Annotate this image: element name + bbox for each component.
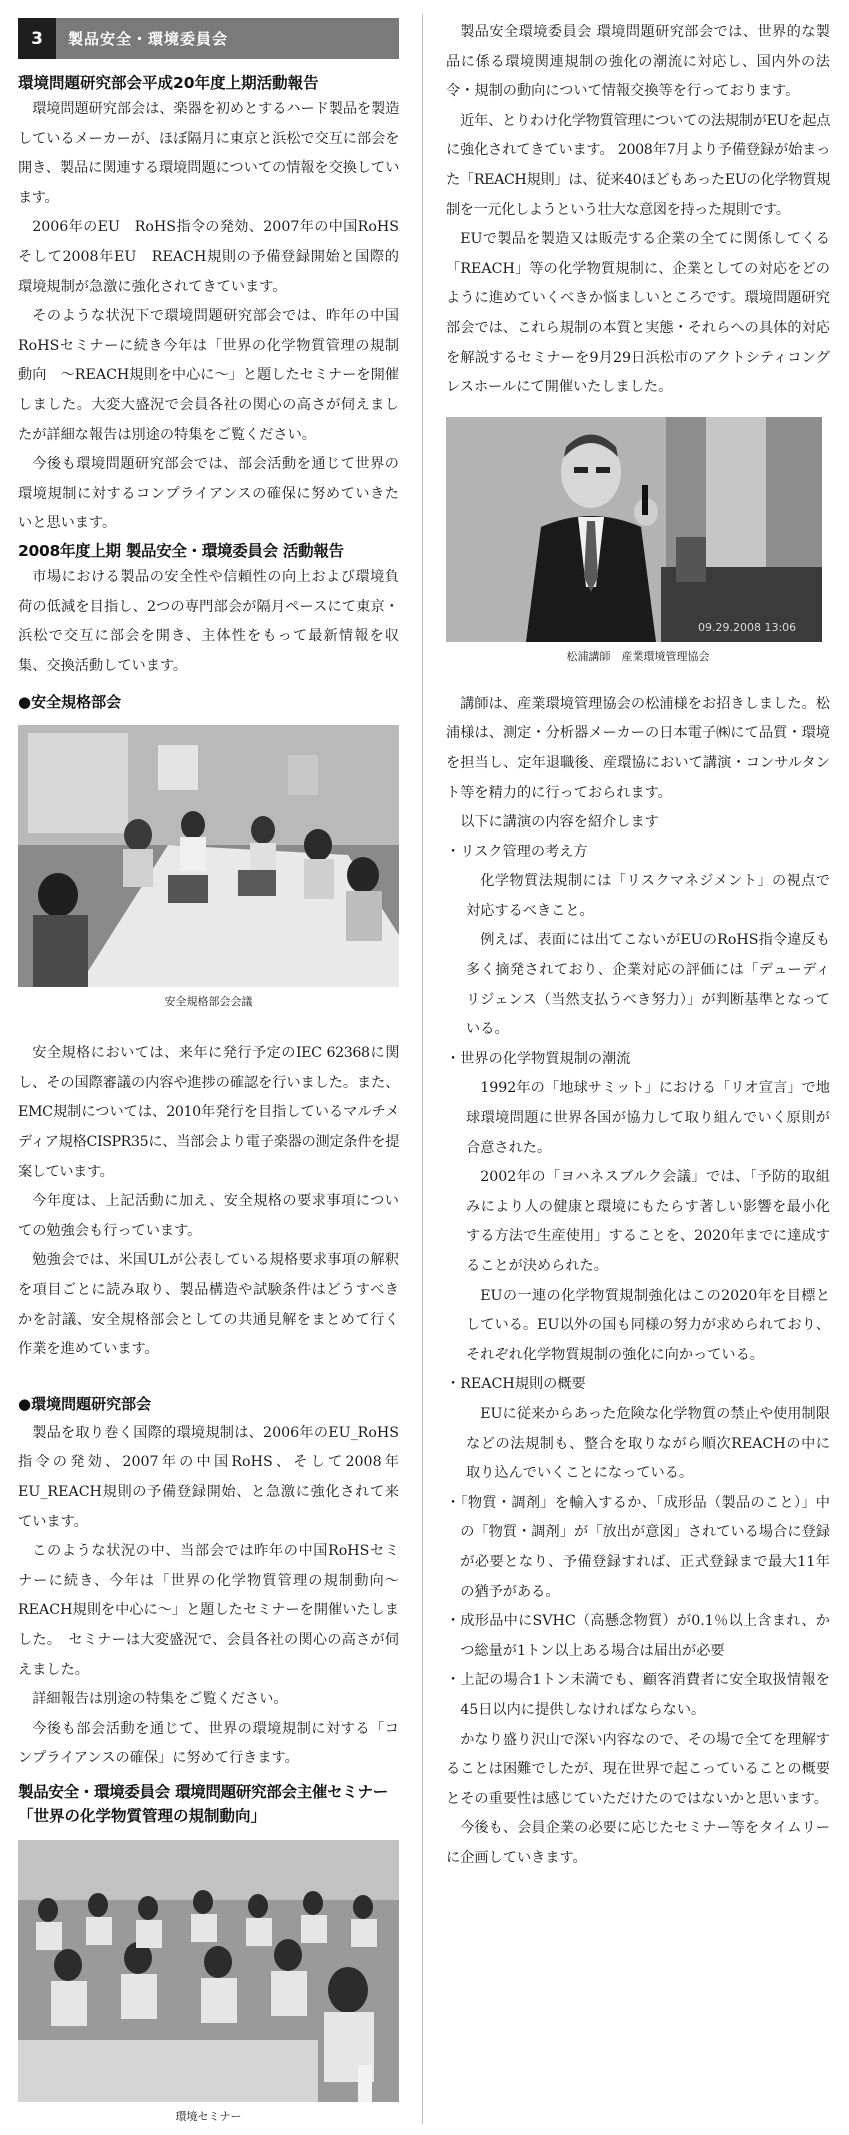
env-paragraph: 製品を取り巻く国際的環境規制は、2006年のEU_RoHS指令の発効、2007年の中国RoHS、そして2008年EU_REACH規則の予備登録開始、と急激に強化されて来ています。 <box>18 1424 399 1530</box>
reach-paragraph: EUに従来からあった危険な化学物質の禁止や使用制限などの法規制も、整合を取りながら順次REACHの中に取り込んでいくことになっている。 <box>466 1405 830 1482</box>
bullet-reach-title: ・REACH規則の概要 <box>446 1376 586 1393</box>
env-paragraph: このような状況の中、当部会では昨年の中国RoHSセミナーに続き、今年は「世界の化学物質管理の規制動向〜REACH規則を中心に〜」と題したセミナーを開催いたしました。 セミナーは大変盛況で、会員各社の関心の高さが伺えました。 <box>18 1543 399 1678</box>
bullet-risk-title: ・リスク管理の考え方 <box>446 843 588 860</box>
left-column <box>18 18 399 2124</box>
lecture-paragraph: 以下に講演の内容を紹介します <box>460 814 659 831</box>
right-column <box>446 18 830 1873</box>
intro-paragraph: そのような状況下で環境問題研究部会では、昨年の中国RoHSセミナーに続き今年は「世界の化学物質管理の規制動向 〜REACH規則を中心に〜」と題したセミナーを開催しました。大変大盛況で会員各社の関心の高さが伺えましたが詳細な報告は別途の特集をご覧ください。 <box>18 308 399 443</box>
lecturer-photo-caption: 松浦講師 産業環境管理協会 <box>566 649 710 663</box>
trend-paragraph: 2002年の「ヨハネスブルク会議」では、「予防的取組みにより人の健康と環境にもたらす著しい影響を最小化する方法で生産使用」することを、2020年までに達成することが決められた。 <box>466 1169 830 1274</box>
safety-paragraph: 今年度は、上記活動に加え、安全規格の要求事項についての勉強会も行っています。 <box>18 1193 399 1239</box>
reach-bullet-item: ・「物質・調剤」を輸入するか、「成形品（製品のこと）」中の「物質・調剤」が「放出が意図」されている場合に登録が必要となり、予備登録すれば、正式登録まで最大11年の猶予がある。 <box>446 1494 830 1600</box>
section-title: 製品安全・環境委員会 <box>68 30 229 48</box>
safety-paragraph: 勉強会では、米国ULが公表している規格要求事項の解釈を項目ごとに読み取り、製品構造や試験条件はどうすべきかを討議、安全規格部会としての共通見解をまとめて行く作業を進めています。 <box>18 1252 399 1358</box>
intro-paragraph: 今後も環境問題研究部会では、部会活動を通じて世界の環境規制に対するコンプライアンスの確保に努めていきたいと思います。 <box>18 456 399 532</box>
lecturer-photo <box>446 417 822 642</box>
seminar-heading-line1: 製品安全・環境委員会 環境問題研究部会主催セミナー <box>18 1782 388 1801</box>
heading-h20-report: 環境問題研究部会平成20年度上期活動報告 <box>18 74 319 92</box>
safety-paragraph: 安全規格においては、来年に発行予定のIEC 62368に関し、その国際審議の内容や進捗の確認を行いました。また、EMC規制については、2010年発行を目指しているマルチメディア規格CISPR35に、当部会より電子楽器の測定条件を提案しています。 <box>18 1045 399 1180</box>
section-banner <box>18 18 399 59</box>
closing-paragraph: 今後も、会員企業の必要に応じたセミナー等をタイムリーに企画していきます。 <box>446 1820 830 1866</box>
seminar-audience-photo <box>18 1840 399 2102</box>
bullet-trend-title: ・世界の化学物質規制の潮流 <box>446 1050 631 1067</box>
risk-paragraph: 例えば、表面には出てこないがEUのRoHS指令違反も多く摘発されており、企業対応の評価には「デューディリジェンス（当然支払うべき努力）」が判断基準となっている。 <box>466 932 830 1038</box>
lecture-paragraph: 講師は、産業環境管理協会の松浦様をお招きしました。松浦様は、測定・分析器メーカーの日本電子㈱にて品質・環境を担当し、定年退職後、産環協において講演・コンサルタント等を精力的に行っておられます。 <box>446 695 830 801</box>
section-number: 3 <box>18 18 56 59</box>
risk-paragraph: 化学物質法規制には「リスクマネジメント」の視点で対応するべきこと。 <box>466 873 830 919</box>
safety-photo-caption: 安全規格部会会議 <box>164 995 253 1009</box>
seminar-photo-caption: 環境セミナー <box>175 2109 242 2123</box>
seminar-intro-paragraph: EUで製品を製造又は販売する企業の全てに関係してくる「REACH」等の化学物質規制に、企業としての対応をどのように進めていくべきか悩ましいところです。環境問題研究部会では、これら規制の本質と実態・それらへの具体的対応を解説するセミナーを9月29日浜松市のアクトシティコングレスホールにて開催いたしました。 <box>446 231 830 396</box>
safety-heading: ●安全規格部会 <box>18 693 122 712</box>
heading-2008-activity: 2008年度上期 製品安全・環境委員会 活動報告 <box>18 541 344 560</box>
column-divider <box>422 14 423 2124</box>
seminar-heading-line2: 「世界の化学物質管理の規制動向」 <box>18 1806 267 1825</box>
closing-paragraph: かなり盛り沢山で深い内容なので、その場で全てを理解することは困難でしたが、現在世界で起こっていることの概要とその重要性は感じていただけたのではないかと思います。 <box>446 1731 830 1807</box>
reach-bullet-item: ・成形品中にSVHC（高懸念物質）が0.1％以上含まれ、かつ総量が1トン以上ある場合は届出が必要 <box>446 1613 830 1659</box>
activity-paragraph: 市場における製品の安全性や信頼性の向上および環境負荷の低減を目指し、2つの専門部会が隔月ペースにて東京・浜松で交互に部会を開き、主体性をもって最新情報を収集、交換活動しています。 <box>18 568 399 674</box>
reach-bullet-item: ・上記の場合1トン未満でも、顧客消費者に安全取扱情報を45日以内に提供しなければならない。 <box>446 1672 830 1718</box>
photo-timestamp: 09.29.2008 13:06 <box>698 620 797 634</box>
env-heading: ●環境問題研究部会 <box>18 1394 152 1413</box>
seminar-intro-paragraph: 製品安全環境委員会 環境問題研究部会では、世界的な製品に係る環境関連規制の強化の潮流に対応し、国内外の法令・規制の動向について情報交換等を行っております。 <box>446 24 830 100</box>
env-paragraph: 今後も部会活動を通じて、世界の環境規制に対する「コンプライアンスの確保」に努めて行きます。 <box>18 1720 399 1767</box>
safety-meeting-photo <box>18 725 399 987</box>
trend-paragraph: 1992年の「地球サミット」における「リオ宣言」で地球環境問題に世界各国が協力して取り組んでいく原則が合意された。 <box>466 1080 830 1156</box>
seminar-intro-paragraph: 近年、とりわけ化学物質管理についての法規制がEUを起点に強化されてきています。 2008年7月より予備登録が始まった「REACH規則」は、従来40ほどもあったEUの化学物質規制を一元化しようという壮大な意図を持った規則です。 <box>446 112 830 218</box>
env-paragraph: 詳細報告は別途の特集をご覧ください。 <box>32 1691 288 1708</box>
intro-paragraph: 環境問題研究部会は、楽器を初めとするハード製品を製造しているメーカーが、ほぼ隔月に東京と浜松で交互に部会を開き、製品に関連する環境問題についての情報を交換しています。 <box>18 101 399 206</box>
trend-paragraph: EUの一連の化学物質規制強化はこの2020年を目標としている。EU以外の国も同様の努力が求められており、それぞれ化学物質規制の強化に向かっている。 <box>466 1287 830 1363</box>
intro-paragraph: 2006年のEU RoHS指令の発効、2007年の中国RoHSそして2008年EU REACH規則の予備登録開始と国際的環境規制が急激に強化されてきています。 <box>18 219 399 295</box>
